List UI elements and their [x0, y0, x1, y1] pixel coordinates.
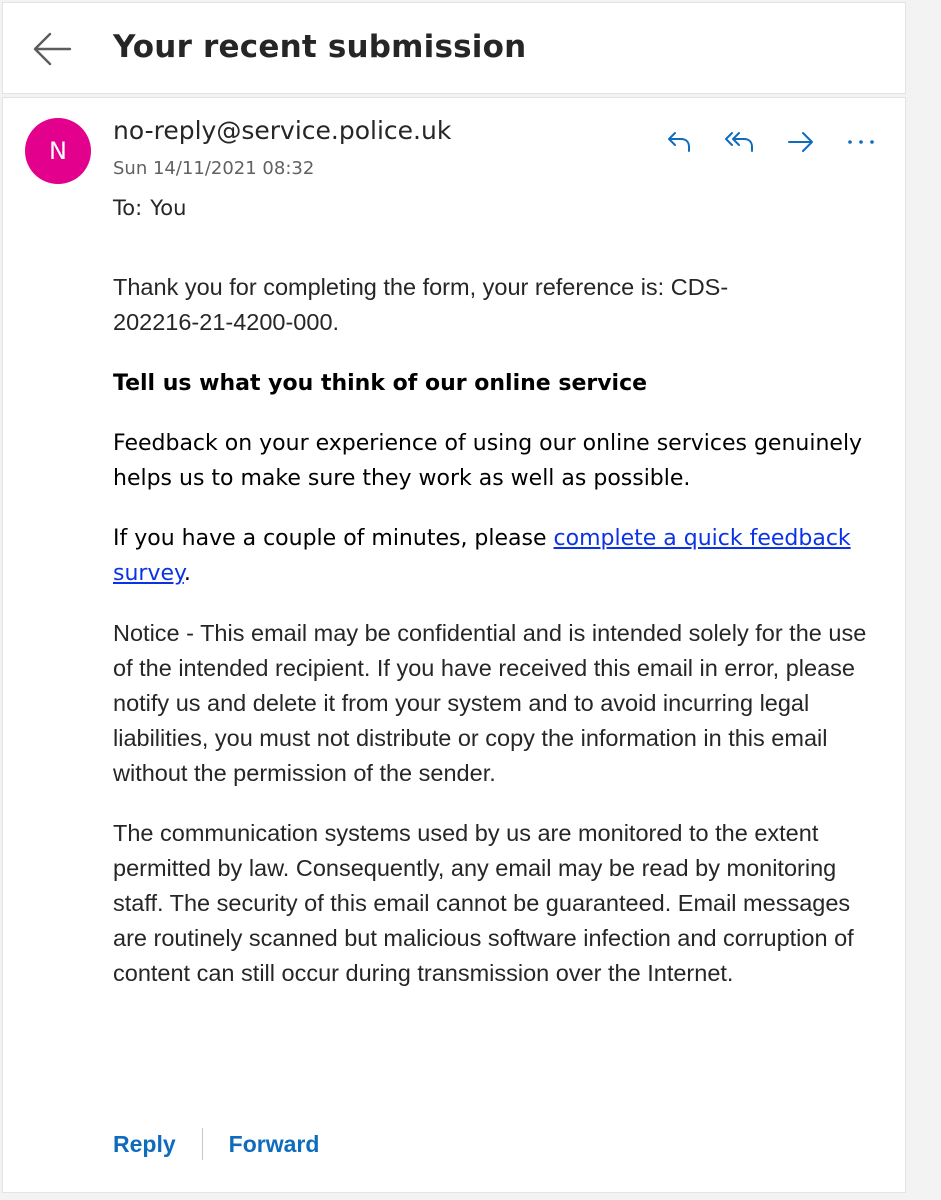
monitoring-paragraph: The communication systems used by us are monitored to the extent permitted by law. Consequently, any email may be read by monitoring staff. The security of this email cannot be guaranteed. Email messages are routinely scanned but malicious software infection and corruption of content can still occur during transmission over the Internet. — [113, 820, 854, 986]
more-options-icon — [846, 137, 876, 147]
more-options-button[interactable] — [841, 124, 881, 160]
footer-divider — [202, 1128, 203, 1160]
forward-button[interactable] — [781, 124, 821, 160]
feedback-survey-link[interactable]: complete a quick feedback survey — [113, 526, 851, 586]
reading-pane-header — [2, 2, 906, 94]
survey-paragraph — [113, 521, 873, 591]
sent-date: Sun 14/11/2021 08:32 — [113, 158, 315, 179]
back-button[interactable] — [27, 27, 77, 71]
reply-all-icon — [723, 129, 755, 155]
notice-paragraph: Notice - This email may be confidential and is intended solely for the use of the intended recipient. If you have received this email in error, please notify us and delete it from your system and to avoid incurring legal liabilities, you must not distribute or copy the information in this email without the permission of the sender. — [113, 620, 867, 786]
recipient-line — [113, 196, 186, 220]
reply-icon — [666, 129, 692, 155]
reference-line-2: 202216-21-4200-000. — [113, 309, 340, 335]
recipient-name[interactable]: You — [150, 196, 187, 220]
footer-actions — [113, 1128, 319, 1160]
sender-address[interactable]: no-reply@service.police.uk — [113, 116, 452, 145]
email-message — [2, 97, 906, 1193]
reference-line-1: Thank you for completing the form, your reference is: CDS- — [113, 274, 729, 300]
forward-icon — [786, 129, 816, 155]
email-subject: Your recent submission — [113, 29, 527, 65]
footer-forward-button[interactable]: Forward — [228, 1130, 320, 1157]
avatar[interactable]: N — [25, 118, 91, 184]
reply-button[interactable] — [661, 124, 697, 160]
to-label: To: — [113, 196, 143, 220]
survey-period: . — [183, 561, 191, 586]
reply-all-button[interactable] — [719, 124, 759, 160]
survey-text: If you have a couple of minutes, please — [113, 526, 554, 551]
reference-paragraph — [113, 270, 873, 340]
feedback-paragraph: Feedback on your experience of using our online services genuinely helps us to make sure they work as well as possible. — [113, 431, 863, 491]
arrow-left-icon — [32, 32, 72, 66]
footer-reply-button[interactable]: Reply — [113, 1130, 176, 1157]
feedback-heading: Tell us what you think of our online service — [113, 371, 648, 396]
email-body — [113, 270, 873, 991]
